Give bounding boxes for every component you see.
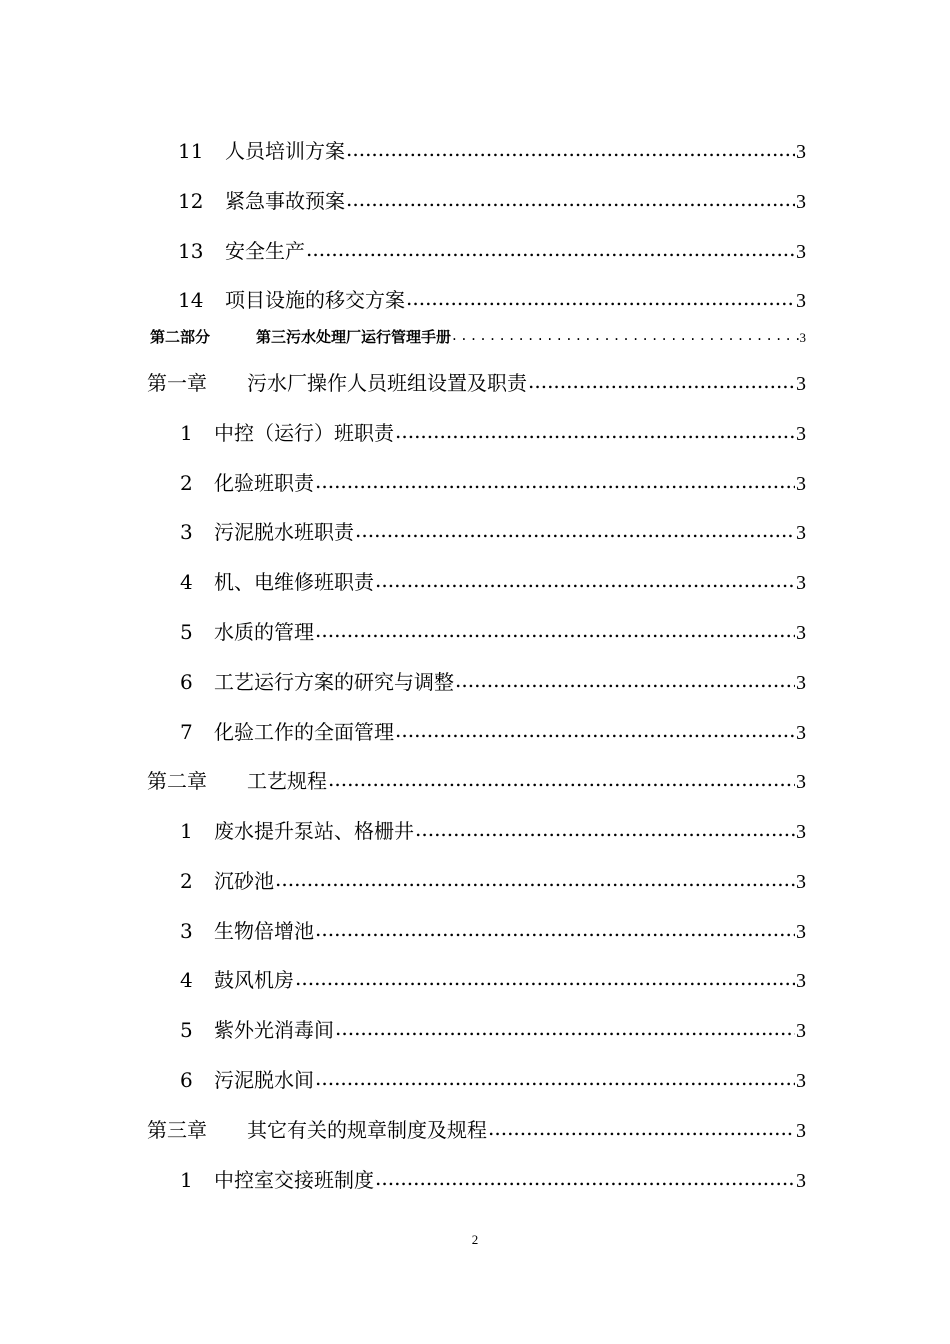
dot-leader xyxy=(406,287,795,307)
toc-entry[interactable] xyxy=(180,619,806,646)
toc-entry-page: 3 xyxy=(799,330,806,345)
toc-entry-title: 水质的管理 xyxy=(214,620,314,644)
dot-leader xyxy=(306,238,795,258)
toc-entry-title: 化验班职责 xyxy=(214,471,314,495)
toc-entry-number: 5 xyxy=(180,620,193,644)
toc-entry-number: 6 xyxy=(180,1068,193,1092)
dot-leader xyxy=(488,1117,795,1137)
dot-leader xyxy=(415,818,795,838)
toc-entry-title: 中控室交接班制度 xyxy=(214,1168,374,1192)
toc-chapter-label: 第二章 xyxy=(147,769,207,793)
toc-entry[interactable] xyxy=(178,287,806,314)
toc-entry[interactable] xyxy=(180,470,806,497)
toc-entry-number: 7 xyxy=(180,720,193,744)
toc-entry-title: 化验工作的全面管理 xyxy=(214,720,394,744)
dot-leader xyxy=(335,1017,795,1037)
toc-entry-number: 11 xyxy=(178,139,204,163)
toc-part-entry[interactable] xyxy=(150,327,806,348)
toc-entry-page: 3 xyxy=(796,290,806,312)
toc-entry-number: 6 xyxy=(180,670,193,694)
toc-entry-number: 3 xyxy=(180,520,193,544)
toc-entry-title: 紫外光消毒间 xyxy=(214,1018,334,1042)
toc-chapter-label: 第三章 xyxy=(147,1118,207,1142)
toc-entry-title: 安全生产 xyxy=(225,239,305,263)
dot-leader xyxy=(275,868,795,888)
toc-entry-page: 3 xyxy=(796,423,806,445)
toc-entry[interactable] xyxy=(180,818,806,845)
toc-entry[interactable] xyxy=(180,1017,806,1044)
toc-entry-title: 废水提升泵站、格栅井 xyxy=(214,819,414,843)
dot-leader xyxy=(346,138,795,158)
toc-entry-title: 机、电维修班职责 xyxy=(214,570,374,594)
toc-entry-page: 3 xyxy=(796,473,806,495)
page-number: 2 xyxy=(471,1232,479,1247)
toc-entry[interactable] xyxy=(180,669,806,696)
toc-entry-page: 3 xyxy=(796,572,806,594)
toc-entry-title: 沉砂池 xyxy=(214,869,274,893)
toc-entry-page: 3 xyxy=(796,672,806,694)
dot-leader xyxy=(375,1167,795,1187)
toc-entry-number: 14 xyxy=(178,288,204,312)
toc-entry[interactable] xyxy=(180,420,806,447)
toc-entry[interactable] xyxy=(178,138,806,165)
toc-entry-title: 污泥脱水班职责 xyxy=(214,520,354,544)
toc-entry-page: 3 xyxy=(796,921,806,943)
toc-entry[interactable] xyxy=(178,188,806,215)
toc-entry[interactable] xyxy=(180,1167,806,1194)
dot-leader xyxy=(315,918,795,938)
toc-entry-page: 3 xyxy=(796,622,806,644)
dot-leader xyxy=(528,370,795,390)
toc-entry-page: 3 xyxy=(796,141,806,163)
dot-leader xyxy=(395,420,795,440)
toc-entry-title: 鼓风机房 xyxy=(214,968,294,992)
toc-part-title: 第三污水处理厂运行管理手册 xyxy=(256,328,452,346)
toc-entry-number: 1 xyxy=(180,819,193,843)
toc-entry-title: 生物倍增池 xyxy=(214,919,314,943)
toc-entry-page: 3 xyxy=(796,1170,806,1192)
toc-entry-page: 3 xyxy=(796,373,806,395)
dot-leader xyxy=(315,470,795,490)
toc-entry-number: 12 xyxy=(178,189,204,213)
dot-leader xyxy=(452,327,798,342)
toc-part-label: 第二部分 xyxy=(150,328,211,346)
toc-entry-page: 3 xyxy=(796,871,806,893)
toc-entry-number: 2 xyxy=(180,869,193,893)
toc-chapter-entry[interactable] xyxy=(147,370,806,397)
toc-chapter-title: 污水厂操作人员班组设置及职责 xyxy=(247,371,527,395)
toc-entry[interactable] xyxy=(180,918,806,945)
dot-leader xyxy=(315,619,795,639)
toc-entry[interactable] xyxy=(180,868,806,895)
toc-entry-title: 工艺运行方案的研究与调整 xyxy=(214,670,454,694)
toc-chapter-entry[interactable] xyxy=(147,1117,806,1144)
toc-chapter-title: 工艺规程 xyxy=(247,769,327,793)
dot-leader xyxy=(395,719,795,739)
toc-chapter-title: 其它有关的规章制度及规程 xyxy=(247,1118,487,1142)
toc-entry-page: 3 xyxy=(796,522,806,544)
toc-entry-page: 3 xyxy=(796,1070,806,1092)
toc-entry-number: 1 xyxy=(180,421,193,445)
toc-entry[interactable] xyxy=(180,569,806,596)
toc-chapter-label: 第一章 xyxy=(147,371,207,395)
toc-entry-page: 3 xyxy=(796,241,806,263)
dot-leader xyxy=(295,967,795,987)
toc-entry-number: 5 xyxy=(180,1018,193,1042)
toc-entry-title: 污泥脱水间 xyxy=(214,1068,314,1092)
toc-entry-number: 1 xyxy=(180,1168,193,1192)
toc-entry-title: 紧急事故预案 xyxy=(225,189,345,213)
toc-entry[interactable] xyxy=(180,519,806,546)
toc-entry-page: 3 xyxy=(796,771,806,793)
toc-entry-number: 2 xyxy=(180,471,193,495)
toc-entry[interactable] xyxy=(180,967,806,994)
dot-leader xyxy=(375,569,795,589)
dot-leader xyxy=(355,519,795,539)
toc-entry-number: 13 xyxy=(178,239,204,263)
toc-entry-page: 3 xyxy=(796,1120,806,1142)
toc-entry-page: 3 xyxy=(796,722,806,744)
toc-entry-number: 3 xyxy=(180,919,193,943)
toc-entry-title: 人员培训方案 xyxy=(225,139,345,163)
toc-entry[interactable] xyxy=(178,238,806,265)
toc-entry-title: 项目设施的移交方案 xyxy=(225,288,405,312)
toc-entry-title: 中控（运行）班职责 xyxy=(214,421,394,445)
toc-entry-page: 3 xyxy=(796,970,806,992)
dot-leader xyxy=(455,669,795,689)
toc-entry-number: 4 xyxy=(180,570,193,594)
toc-entry[interactable] xyxy=(180,1067,806,1094)
toc-chapter-entry[interactable] xyxy=(147,768,806,795)
dot-leader xyxy=(328,768,795,788)
toc-entry-page: 3 xyxy=(796,821,806,843)
dot-leader xyxy=(346,188,795,208)
toc-entry-number: 4 xyxy=(180,968,193,992)
toc-entry[interactable] xyxy=(180,719,806,746)
toc-entry-page: 3 xyxy=(796,191,806,213)
dot-leader xyxy=(315,1067,795,1087)
toc-entry-page: 3 xyxy=(796,1020,806,1042)
